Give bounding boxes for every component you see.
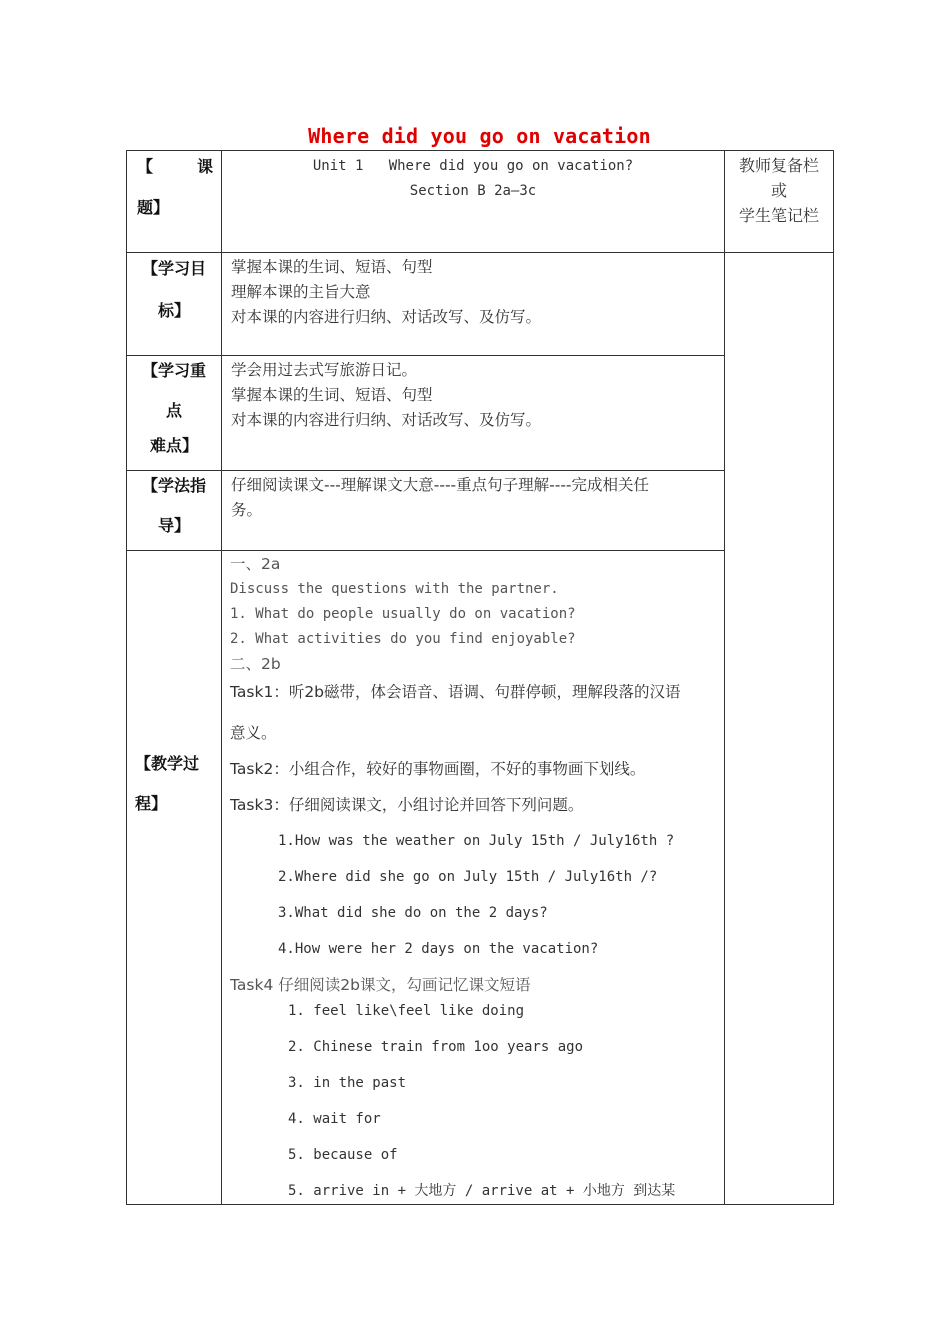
method-label-line1: 【学法指: [141, 476, 206, 495]
notes-column-header: [725, 151, 834, 253]
method-line1: 仔细阅读课文---理解课文大意----重点句子理解----完成相关任: [231, 476, 650, 494]
key-points-label-line2: 点: [165, 401, 182, 420]
notes-header-line1: 教师复备栏: [738, 156, 819, 175]
objectives-label: [127, 253, 222, 356]
document-title: Where did you go on vacation: [308, 124, 651, 148]
objectives-label-line1: 【学习目: [141, 259, 206, 278]
task3-question: 1.How was the weather on July 15th / July16th ?: [278, 833, 675, 849]
topic-label: [127, 151, 222, 253]
task4-phrase: 3. in the past: [288, 1075, 407, 1091]
task4: Task4 仔细阅读2b课文，勾画记忆课文短语: [230, 976, 531, 994]
key-points-content: [222, 356, 725, 471]
notes-header-line2: 或: [770, 181, 787, 200]
key-point-item: 掌握本课的生词、短语、句型: [231, 386, 433, 404]
objective-item: 对本课的内容进行归纳、对话改写、及仿写。: [231, 308, 542, 326]
task3-question: 3.What did she do on the 2 days?: [278, 905, 548, 921]
method-label-line2: 导】: [157, 516, 190, 535]
process-label-line2: 程】: [135, 794, 168, 813]
task4-phrase: 5. because of: [288, 1147, 398, 1163]
task4-phrase: 4. wait for: [288, 1111, 381, 1127]
method-label: [127, 471, 222, 551]
lesson-plan-table: [126, 150, 834, 1205]
notes-column: [725, 253, 834, 1205]
discuss-instruction: Discuss the questions with the partner.: [230, 581, 559, 597]
topic-row: [127, 151, 834, 253]
key-point-item: 学会用过去式写旅游日记。: [231, 361, 418, 379]
section-heading-2b: 二、2b: [230, 655, 281, 673]
task4-phrase: 5. arrive in + 大地方 / arrive at + 小地方 到达某: [288, 1183, 676, 1199]
method-content: [222, 471, 725, 551]
topic-content: [222, 151, 725, 253]
discussion-question: 1. What do people usually do on vacation?: [230, 606, 576, 622]
method-line2: 务。: [231, 501, 263, 519]
unit-title: Unit 1 Where did you go on vacation?: [312, 158, 634, 174]
key-points-label-line1: 【学习重: [141, 361, 206, 380]
topic-label-line2: 题】: [137, 198, 170, 217]
task3: Task3：仔细阅读课文，小组讨论并回答下列问题。: [230, 796, 584, 814]
process-label-line1: 【教学过: [135, 754, 200, 773]
key-points-label: [127, 356, 222, 471]
task3-question: 4.How were her 2 days on the vacation?: [278, 941, 599, 957]
key-point-item: 对本课的内容进行归纳、对话改写、及仿写。: [231, 411, 542, 429]
objective-item: 理解本课的主旨大意: [231, 283, 371, 301]
objectives-row: [127, 253, 834, 356]
task1-line1: Task1：听2b磁带，体会语音、语调、句群停顿，理解段落的汉语: [230, 683, 681, 701]
notes-header-line3: 学生笔记栏: [738, 206, 819, 225]
topic-label-word: 课: [196, 157, 213, 176]
topic-label-bracket: 【: [137, 157, 154, 176]
section-heading-2a: 一、2a: [230, 555, 281, 573]
key-points-label-line3: 难点】: [149, 436, 198, 455]
task4-phrase: 1. feel like\feel like doing: [288, 1003, 525, 1019]
objectives-label-line2: 标】: [157, 301, 190, 320]
process-content: [222, 551, 725, 1205]
task1-line2: 意义。: [230, 724, 277, 742]
objectives-content: [222, 253, 725, 356]
task2: Task2：小组合作，较好的事物画圈，不好的事物画下划线。: [230, 760, 646, 778]
discussion-question: 2. What activities do you find enjoyable?: [230, 631, 576, 647]
objective-item: 掌握本课的生词、短语、句型: [231, 258, 433, 276]
process-label: [127, 551, 222, 1205]
task3-question: 2.Where did she go on July 15th / July16th /?: [278, 869, 658, 885]
task4-phrase: 2. Chinese train from 1oo years ago: [288, 1039, 584, 1055]
section-title: Section B 2a—3c: [409, 183, 537, 199]
